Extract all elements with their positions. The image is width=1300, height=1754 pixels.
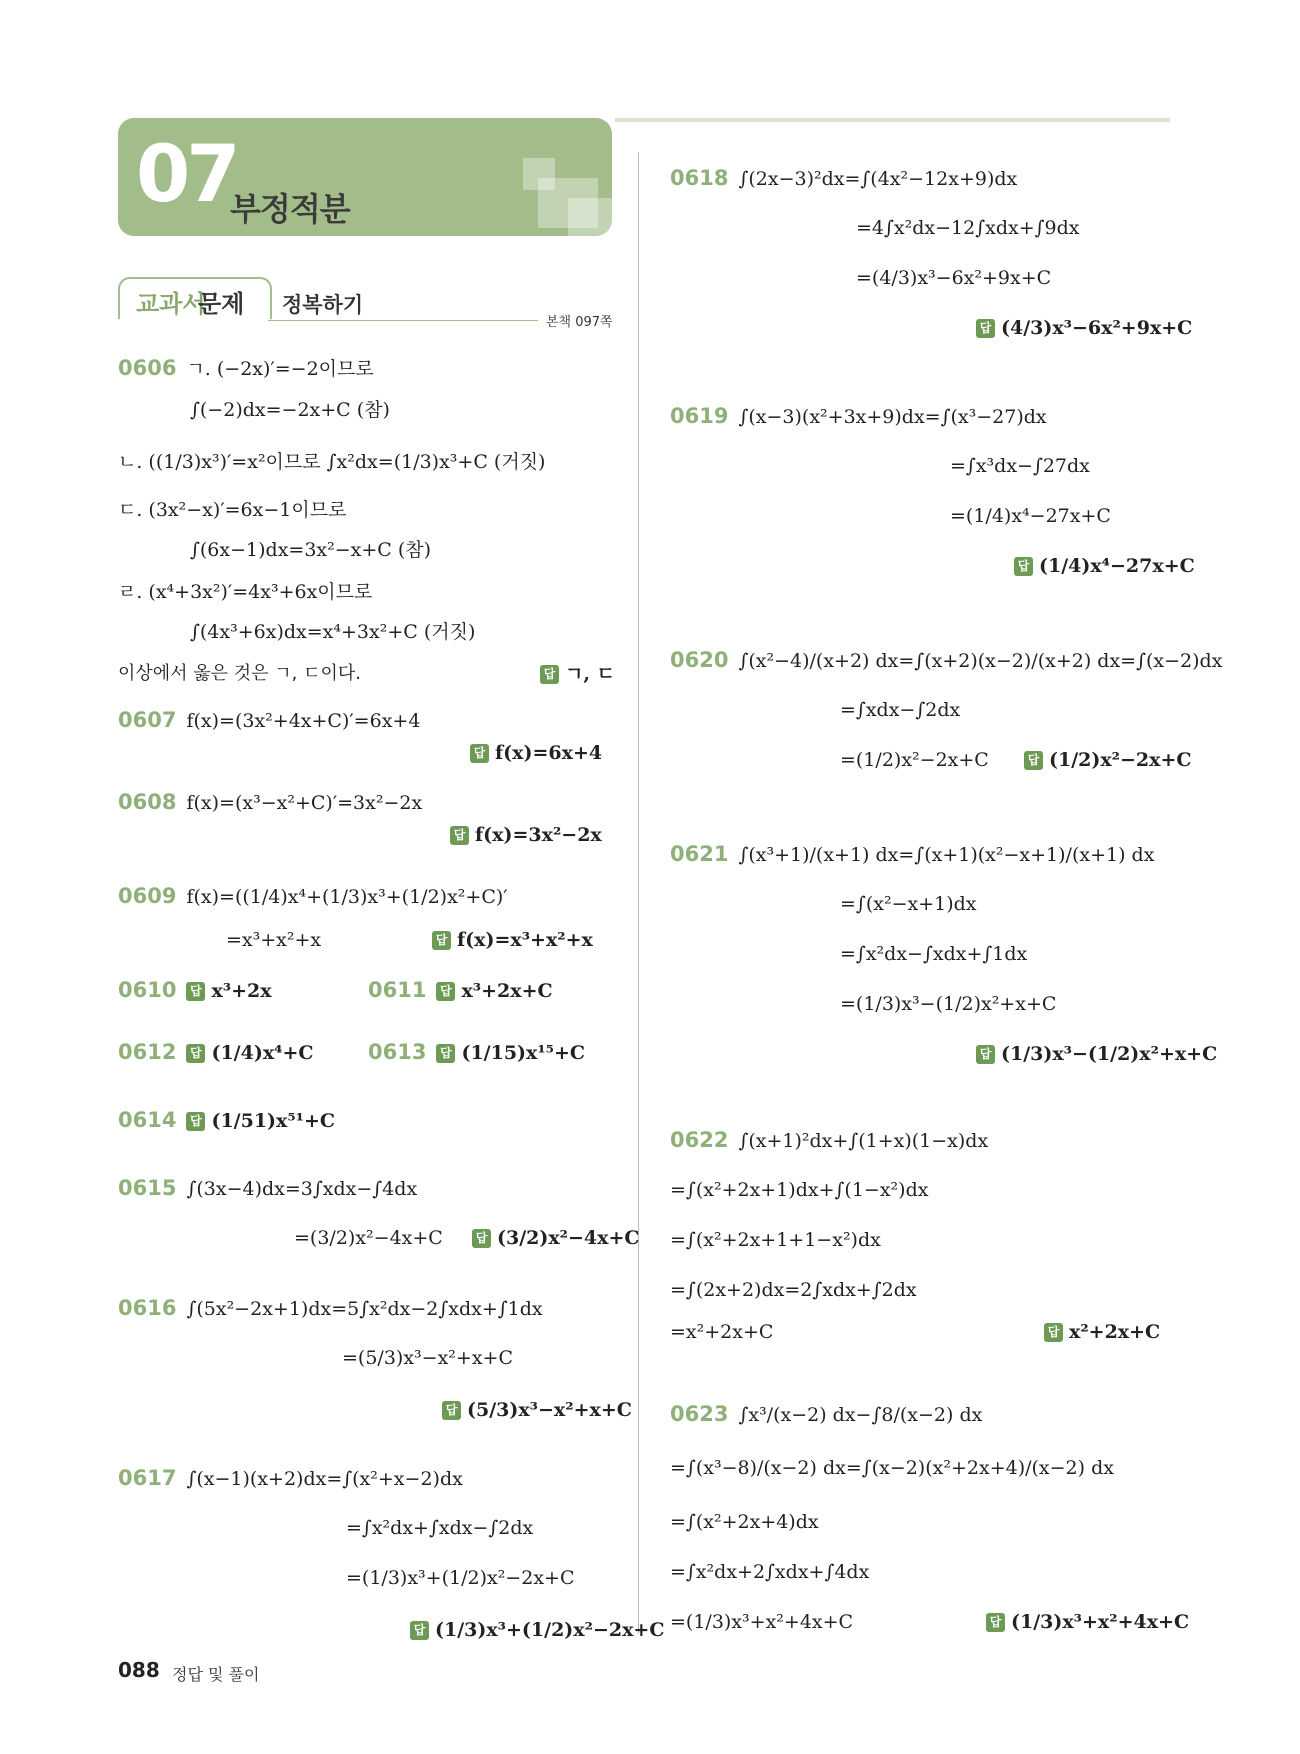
- answer-badge-icon: 답: [976, 319, 995, 338]
- solution-line: =x²+2x+C: [670, 1321, 774, 1343]
- solution-line: =x³+x²+x: [226, 929, 322, 951]
- answer-badge-icon: 답: [450, 826, 469, 845]
- solution-line: =∫(x²+2x+1+1−x²)dx: [670, 1229, 881, 1251]
- answer: 답 (1/2)x²−2x+C: [1024, 748, 1192, 772]
- solution-line: =∫(x³−8)/(x−2) dx=∫(x−2)(x²+2x+4)/(x−2) dx: [670, 1457, 1114, 1479]
- problem-number: 0609: [118, 884, 177, 908]
- solution-line: ㄴ. ((1/3)x³)′=x²이므로 ∫x²dx=(1/3)x³+C (거짓): [118, 451, 546, 473]
- answer-badge-icon: 답: [986, 1613, 1005, 1632]
- problem-number: 0619: [670, 404, 729, 428]
- section-tab: [118, 277, 272, 319]
- problem-number: 0617: [118, 1466, 177, 1490]
- problem-number: 0608: [118, 790, 177, 814]
- problem-number: 0611: [368, 978, 427, 1002]
- answer: 답 f(x)=6x+4: [470, 741, 602, 765]
- problem-line: 0609 f(x)=((1/4)x⁴+(1/3)x³+(1/2)x²+C)′: [118, 884, 508, 908]
- solution-line: =∫xdx−∫2dx: [840, 699, 961, 721]
- answer-badge-icon: 답: [1014, 557, 1033, 576]
- solution-line: ∫(6x−1)dx=3x²−x+C (참): [190, 539, 432, 561]
- solution-line: =(1/3)x³−(1/2)x²+x+C: [840, 993, 1057, 1015]
- problem-line: 0620 ∫(x²−4)/(x+2) dx=∫(x+2)(x−2)/(x+2) dx=∫(x−2)dx: [670, 648, 1223, 672]
- problem-number: 0614: [118, 1108, 177, 1132]
- solution-line: =∫x²dx+2∫xdx+∫4dx: [670, 1561, 870, 1583]
- problem-number: 0618: [670, 166, 729, 190]
- problem-line: 0606 ㄱ. (−2x)′=−2이므로: [118, 356, 374, 380]
- solution-line: =∫(x²+2x+1)dx+∫(1−x²)dx: [670, 1179, 929, 1201]
- answer-badge-icon: 답: [410, 1621, 429, 1640]
- answer-badge-icon: 답: [442, 1401, 461, 1420]
- chapter-title: 부정적분: [230, 190, 350, 228]
- problem-number: 0607: [118, 708, 177, 732]
- problem-number: 0612: [118, 1040, 177, 1064]
- answer-badge-icon: 답: [186, 1112, 205, 1131]
- answer-badge-icon: 답: [1044, 1323, 1063, 1342]
- solution-line: ∫(−2)dx=−2x+C (참): [190, 399, 390, 421]
- answer-badge-icon: 답: [976, 1045, 995, 1064]
- problem-line: 0616 ∫(5x²−2x+1)dx=5∫x²dx−2∫xdx+∫1dx: [118, 1296, 543, 1320]
- section-tab-label-1: 교과서: [136, 290, 206, 318]
- section-subtitle: 정복하기: [282, 293, 364, 317]
- answer: 0612 답 (1/4)x⁴+C: [118, 1040, 314, 1064]
- answer-badge-icon: 답: [436, 982, 455, 1001]
- answer: 답 f(x)=x³+x²+x: [432, 928, 593, 952]
- solution-line: =(3/2)x²−4x+C: [294, 1227, 443, 1249]
- answer: 답 (5/3)x³−x²+x+C: [442, 1398, 632, 1422]
- answer-badge-icon: 답: [472, 1229, 491, 1248]
- answer: 답 (1/3)x³−(1/2)x²+x+C: [976, 1042, 1217, 1066]
- solution-line: 이상에서 옳은 것은 ㄱ, ㄷ이다.: [118, 663, 361, 684]
- problem-line: 0619 ∫(x−3)(x²+3x+9)dx=∫(x³−27)dx: [670, 404, 1047, 428]
- answer-badge-icon: 답: [432, 931, 451, 950]
- problem-line: 0621 ∫(x³+1)/(x+1) dx=∫(x+1)(x²−x+1)/(x+1) dx: [670, 842, 1155, 866]
- chapter-header: [118, 118, 612, 236]
- problem-number: 0623: [670, 1402, 729, 1426]
- answer: 답 f(x)=3x²−2x: [450, 823, 602, 847]
- problem-line: 0618 ∫(2x−3)²dx=∫(4x²−12x+9)dx: [670, 166, 1018, 190]
- solution-line: =∫x²dx+∫xdx−∫2dx: [346, 1517, 534, 1539]
- solution-line: =∫(x²+2x+4)dx: [670, 1511, 819, 1533]
- problem-number: 0606: [118, 356, 177, 380]
- answer: 0611 답 x³+2x+C: [368, 978, 553, 1002]
- problem-line: 0617 ∫(x−1)(x+2)dx=∫(x²+x−2)dx: [118, 1466, 463, 1490]
- answer-badge-icon: 답: [470, 744, 489, 763]
- solution-line: =4∫x²dx−12∫xdx+∫9dx: [856, 217, 1080, 239]
- problem-line: 0607 f(x)=(3x²+4x+C)′=6x+4: [118, 708, 421, 732]
- solution-line: =(5/3)x³−x²+x+C: [342, 1347, 513, 1369]
- solution-line: ∫(4x³+6x)dx=x⁴+3x²+C (거짓): [190, 621, 476, 643]
- answer: 답 (1/3)x³+x²+4x+C: [986, 1610, 1189, 1634]
- answer: 0614 답 (1/51)x⁵¹+C: [118, 1108, 336, 1132]
- section-tab-label-2: 문제: [198, 290, 245, 318]
- answer-badge-icon: 답: [186, 982, 205, 1001]
- solution-line: =(4/3)x³−6x²+9x+C: [856, 267, 1052, 289]
- problem-number: 0613: [368, 1040, 427, 1064]
- page-reference: 본책 097쪽: [546, 315, 613, 330]
- problem-line: 0608 f(x)=(x³−x²+C)′=3x²−2x: [118, 790, 423, 814]
- answer: 0613 답 (1/15)x¹⁵+C: [368, 1040, 586, 1064]
- answer: 0610 답 x³+2x: [118, 978, 272, 1002]
- answer: 답 (1/3)x³+(1/2)x²−2x+C: [410, 1618, 664, 1642]
- section-rule: [268, 320, 538, 321]
- footer-label: 정답 및 풀이: [172, 1665, 260, 1684]
- problem-line: 0622 ∫(x+1)²dx+∫(1+x)(1−x)dx: [670, 1128, 989, 1152]
- problem-number: 0615: [118, 1176, 177, 1200]
- answer-badge-icon: 답: [436, 1044, 455, 1063]
- answer-badge-icon: 답: [1024, 751, 1043, 770]
- header-rule: [615, 118, 1170, 122]
- solution-line: =(1/2)x²−2x+C: [840, 749, 989, 771]
- answer: 답 ㄱ, ㄷ: [540, 662, 615, 686]
- answer: 답 (3/2)x²−4x+C: [472, 1226, 640, 1250]
- answer: 답 (1/4)x⁴−27x+C: [1014, 554, 1195, 578]
- problem-number: 0622: [670, 1128, 729, 1152]
- answer-badge-icon: 답: [186, 1044, 205, 1063]
- solution-line: =∫(x²−x+1)dx: [840, 893, 977, 915]
- problem-line: 0623 ∫x³/(x−2) dx−∫8/(x−2) dx: [670, 1402, 983, 1426]
- page-number: 088: [118, 1658, 160, 1682]
- solution-line: =∫(2x+2)dx=2∫xdx+∫2dx: [670, 1279, 917, 1301]
- solution-line: ㄷ. (3x²−x)′=6x−1이므로: [118, 499, 347, 521]
- problem-number: 0621: [670, 842, 729, 866]
- solution-line: =(1/3)x³+x²+4x+C: [670, 1611, 854, 1633]
- answer: 답 x²+2x+C: [1044, 1320, 1160, 1344]
- chapter-number: 07: [136, 130, 237, 220]
- decor-square: [568, 198, 612, 236]
- solution-line: ㄹ. (x⁴+3x²)′=4x³+6x이므로: [118, 581, 373, 603]
- solution-line: =∫x²dx−∫xdx+∫1dx: [840, 943, 1028, 965]
- solution-line: =(1/4)x⁴−27x+C: [950, 505, 1111, 527]
- solution-line: =∫x³dx−∫27dx: [950, 455, 1090, 477]
- problem-number: 0620: [670, 648, 729, 672]
- problem-number: 0616: [118, 1296, 177, 1320]
- solution-line: =(1/3)x³+(1/2)x²−2x+C: [346, 1567, 575, 1589]
- answer: 답 (4/3)x³−6x²+9x+C: [976, 316, 1192, 340]
- answer-badge-icon: 답: [540, 665, 559, 684]
- column-divider: [638, 152, 639, 1634]
- problem-line: 0615 ∫(3x−4)dx=3∫xdx−∫4dx: [118, 1176, 418, 1200]
- problem-number: 0610: [118, 978, 177, 1002]
